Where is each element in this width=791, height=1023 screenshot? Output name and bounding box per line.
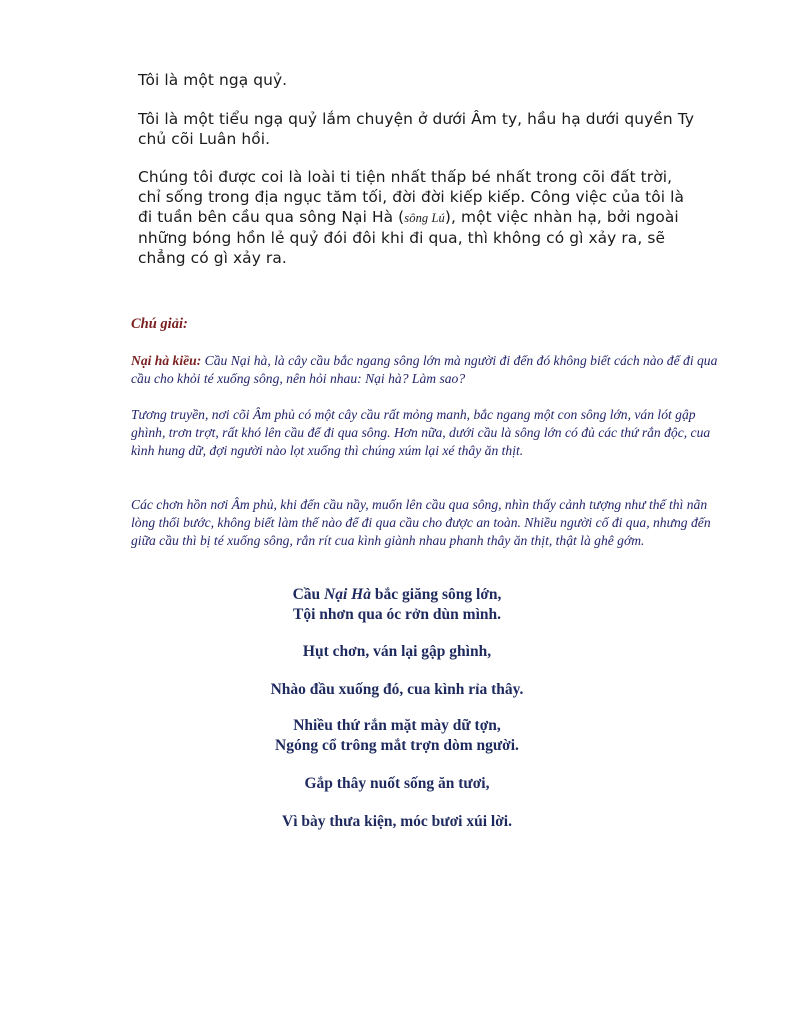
poem-stanza-5 xyxy=(232,774,562,794)
poem-line-3: Hụt chơn, ván lại gập ghình, xyxy=(302,643,492,660)
poem-line-2: Tội nhơn qua óc rởn dùn mình. xyxy=(293,606,501,623)
poem-line-1 xyxy=(232,585,562,605)
poem-stanza-3 xyxy=(232,680,562,700)
note-legend-text: Tương truyền, nơi cõi Âm phủ có một cây cầu rất mỏng manh, bắc ngang một con sông lớn, ván lót gập ghình, trơn trợt, rất khó lên cầu để đi qua sông. Hơn nữa, dưới cầu là sông lớn có đủ các thứ rắn độc, cua kình hung dữ, đợi người nào lọt xuống thì chúng xúm lại xé thây ăn thịt. xyxy=(131,407,711,458)
paragraph-intro xyxy=(138,70,698,90)
paragraph-duty-text-end: ), một việc nhàn hạ, bởi ngoài những bóng hồn lẻ quỷ đói đôi khi đi qua, thì không có gì xảy ra, sẽ chẳng có gì xảy ra. xyxy=(138,208,679,267)
note-legend xyxy=(131,406,724,460)
poem-line-5: Nhiều thứ rắn mặt mày dữ tợn, xyxy=(293,717,501,734)
paragraph-duty-text-start: Chúng tôi được coi là loài ti tiện nhất thấp bé nhất trong cõi đất trời, chỉ sống trong địa ngục tăm tối, đời đời kiếp kiếp. Công việc của tôi là đi tuần bên cầu qua sông Nại Hà ( xyxy=(138,168,685,226)
note-term: Nại hà kiều: xyxy=(131,353,202,368)
poem-line-1-end: bắc giăng sông lớn, xyxy=(370,586,502,603)
poem-line-8: Vì bày thưa kiện, móc bươi xúi lời. xyxy=(282,813,512,830)
paragraph-identity-text: Tôi là một tiểu ngạ quỷ lắm chuyện ở dưới Âm ty, hầu hạ dưới quyền Ty chủ cõi Luân hồi. xyxy=(138,110,695,148)
paragraph-duty xyxy=(138,167,698,268)
poem-stanza-4 xyxy=(232,716,562,756)
poem-line-7: Gắp thây nuốt sống ăn tươi, xyxy=(304,775,490,792)
poem-stanza-1 xyxy=(232,585,562,625)
note-souls xyxy=(131,496,724,550)
poem-line-1-start: Cầu xyxy=(292,586,325,603)
poem-stanza-2 xyxy=(232,642,562,662)
paragraph-intro-text: Tôi là một ngạ quỷ. xyxy=(138,71,288,89)
note-bridge-definition xyxy=(131,352,724,388)
paragraph-identity xyxy=(138,109,698,149)
note-souls-text: Các chơn hồn nơi Âm phủ, khi đến cầu nầy, muốn lên cầu qua sông, nhìn thấy cảnh tượng như thế thì nãn lòng thối bước, không biết làm thế nào để đi qua cầu cho được an toàn. Nhiều người cố đi qua, nhưng đến giữa cầu thì bị té xuống sông, rắn rít cua kình giành nhau phanh thây ăn thịt, thật là ghê gớm. xyxy=(131,497,711,548)
poem-line-1-bridge-name: Nại Hà xyxy=(324,586,371,603)
river-note: sông Lú xyxy=(404,211,445,225)
poem-line-4: Nhào đầu xuống đó, cua kình rỉa thây. xyxy=(270,681,524,698)
poem-line-6: Ngóng cổ trông mắt trợn dòm người. xyxy=(275,737,519,754)
poem-stanza-6 xyxy=(232,812,562,832)
notes-heading: Chú giải: xyxy=(131,316,188,332)
note-definition-text: Cầu Nại hà, là cây cầu bắc ngang sông lớn mà người đi đến đó không biết cách nào để đi qua cầu cho khỏi té xuống sông, nên hỏi nhau: Nại hà? Làm sao? xyxy=(131,353,718,386)
